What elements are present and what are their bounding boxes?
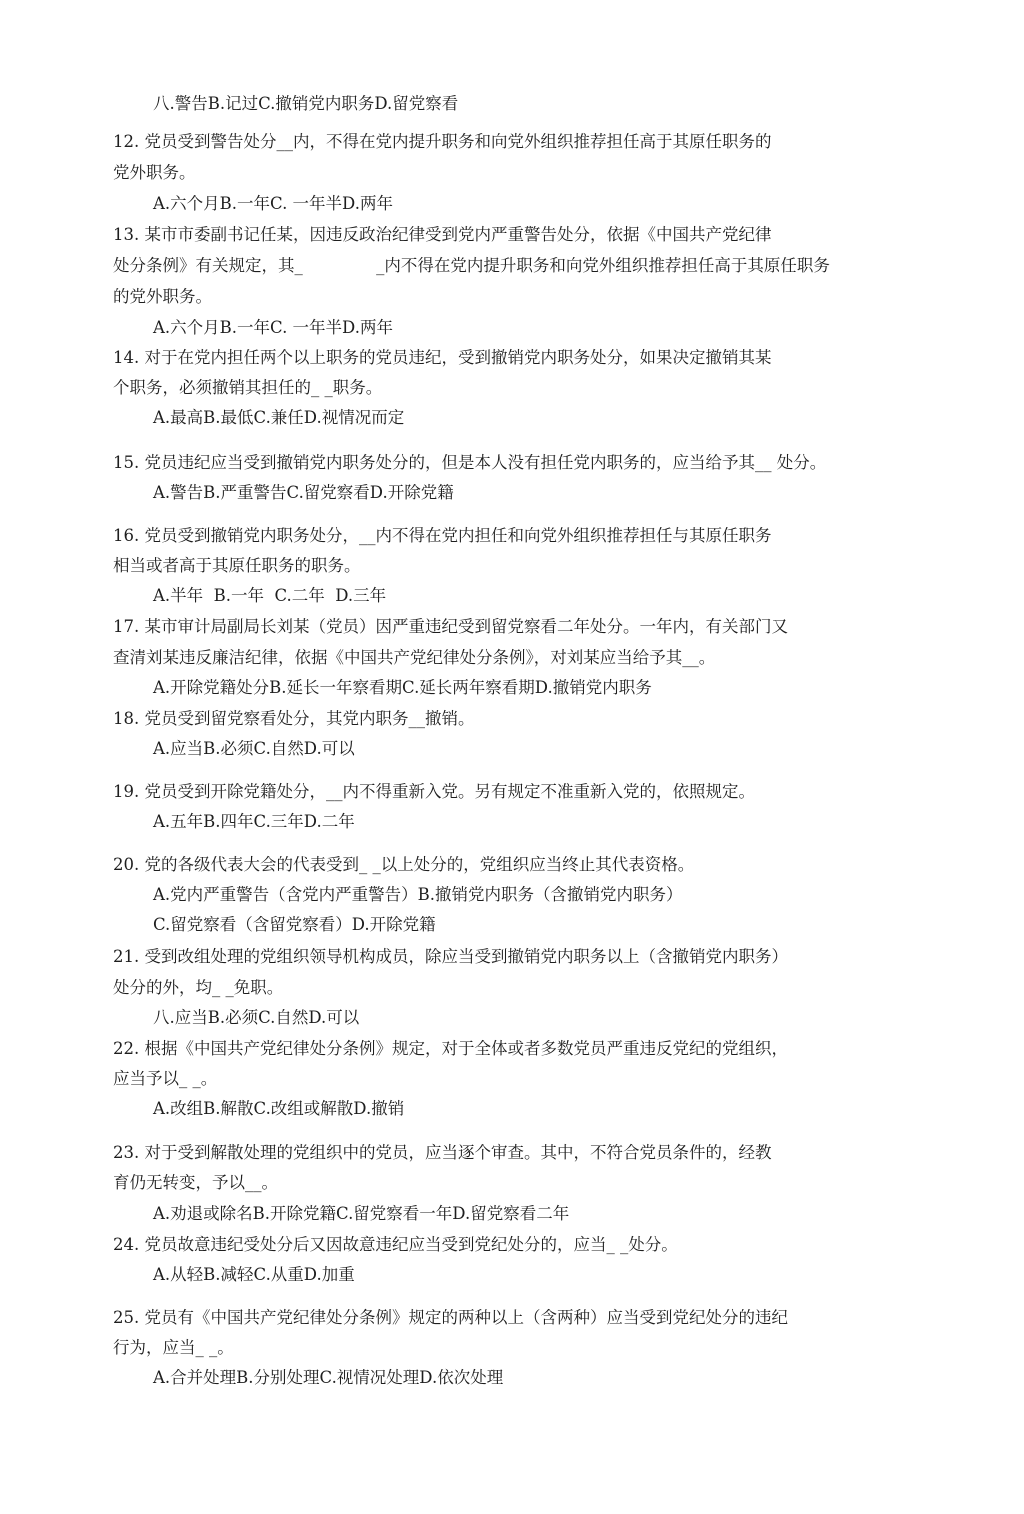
q18-text: 18. 党员受到留党察看处分，其党内职务__撤销。 (113, 709, 475, 728)
q20-options: A.党内严重警告（含党内严重警告）B.撤销党内职务（含撤销党内职务） (153, 885, 683, 904)
q25-text-cont: 行为，应当_ _。 (113, 1338, 234, 1357)
q19-text: 19. 党员受到开除党籍处分，__内不得重新入党。另有规定不准重新入党的，依照规定。 (113, 782, 755, 801)
q24-options: A.从轻B.减轻C.从重D.加重 (153, 1265, 355, 1284)
q23-text-cont: 育仍无转变，予以__。 (113, 1173, 278, 1192)
q22-text: 22. 根据《中国共产党纪律处分条例》规定，对于全体或者多数党员严重违反党纪的党组织， (113, 1039, 788, 1058)
q13-text: 13. 某市市委副书记任某，因违反政治纪律受到党内严重警告处分，依据《中国共产党纪律 (113, 225, 772, 244)
q16-text: 16. 党员受到撤销党内职务处分，__内不得在党内担任和向党外组织推荐担任与其原任职务 (113, 526, 772, 545)
q19-options: A.五年B.四年C.三年D.二年 (153, 812, 355, 831)
q20-options-cont: C.留党察看（含留党察看）D.开除党籍 (153, 915, 436, 934)
q15-text: 15. 党员违纪应当受到撤销党内职务处分的，但是本人没有担任党内职务的，应当给予其__ 处分。 (113, 453, 827, 472)
q14-options: A.最高B.最低C.兼任D.视情况而定 (153, 408, 405, 427)
q12-options: A.六个月B.一年C. 一年半D.两年 (153, 194, 393, 213)
q22-text-cont: 应当予以_ _。 (113, 1069, 218, 1088)
q17-text: 17. 某市审计局副局长刘某（党员）因严重违纪受到留党察看二年处分。一年内，有关部门又 (113, 617, 788, 636)
q13-options: A.六个月B.一年C. 一年半D.两年 (153, 318, 393, 337)
q21-text: 21. 受到改组处理的党组织领导机构成员，除应当受到撤销党内职务以上（含撤销党内职务） (113, 947, 788, 966)
q21-text-cont: 处分的外，均_ _免职。 (113, 978, 284, 997)
q11-options: 八.警告B.记过C.撤销党内职务D.留党察看 (153, 94, 459, 113)
q13-text-cont: 处分条例》有关规定，其_ _内不得在党内提升职务和向党外组织推荐担任高于其原任职务 (113, 256, 830, 275)
q18-options: A.应当B.必须C.自然D.可以 (153, 739, 355, 758)
q25-text: 25. 党员有《中国共产党纪律处分条例》规定的两种以上（含两种）应当受到党纪处分的违纪 (113, 1308, 788, 1327)
q14-text-cont: 个职务，必须撤销其担任的_ _职务。 (113, 378, 383, 397)
q21-options: 八.应当B.必须C.自然D.可以 (153, 1008, 360, 1027)
q25-options: A.合并处理B.分别处理C.视情况处理D.依次处理 (153, 1368, 504, 1387)
q13-text-cont: 的党外职务。 (113, 287, 212, 306)
q16-text-cont: 相当或者高于其原任职务的职务。 (113, 556, 361, 575)
q14-text: 14. 对于在党内担任两个以上职务的党员违纪，受到撤销党内职务处分，如果决定撤销其某 (113, 348, 772, 367)
q16-options: A.半年 B.一年 C.二年 D.三年 (153, 586, 387, 605)
q23-text: 23. 对于受到解散处理的党组织中的党员，应当逐个审查。其中，不符合党员条件的，经教 (113, 1143, 772, 1162)
q12-text: 12. 党员受到警告处分__内，不得在党内提升职务和向党外组织推荐担任高于其原任职务的 (113, 132, 772, 151)
q17-options: A.开除党籍处分B.延长一年察看期C.延长两年察看期D.撤销党内职务 (153, 678, 652, 697)
q22-options: A.改组B.解散C.改组或解散D.撤销 (153, 1099, 405, 1118)
q12-text-cont: 党外职务。 (113, 163, 196, 182)
q23-options: A.劝退或除名B.开除党籍C.留党察看一年D.留党察看二年 (153, 1204, 570, 1223)
q24-text: 24. 党员故意违纪受处分后又因故意违纪应当受到党纪处分的，应当_ _处分。 (113, 1235, 678, 1254)
q17-text-cont: 查清刘某违反廉洁纪律，依据《中国共产党纪律处分条例》，对刘某应当给予其__。 (113, 648, 716, 667)
q15-options: A.警告B.严重警告C.留党察看D.开除党籍 (153, 483, 454, 502)
q20-text: 20. 党的各级代表大会的代表受到_ _以上处分的，党组织应当终止其代表资格。 (113, 855, 695, 874)
